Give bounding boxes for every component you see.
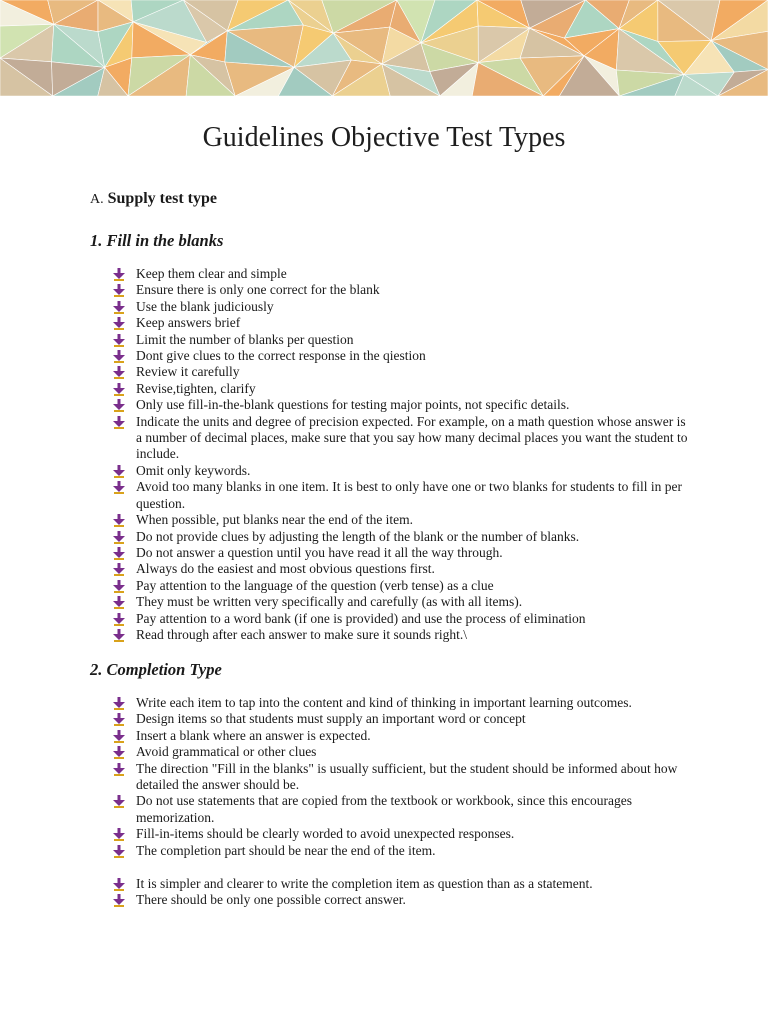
section-1-heading: 1. Fill in the blanks <box>90 231 224 250</box>
decorative-banner <box>0 0 768 96</box>
list-item-text: Pay attention to a word bank (if one is provided) and use the process of elimination <box>136 610 586 626</box>
list-item <box>113 348 693 364</box>
list-item-text: Ensure there is only one correct for the blank <box>136 282 380 298</box>
arrow-down-bullet-icon <box>113 350 125 363</box>
list-item <box>113 695 693 711</box>
section-a-text: Supply test type <box>107 190 217 207</box>
list-item-text: Indicate the units and degree of precision expected. For example, on a math question whose answer is a number of decimal places, make sure that you say how many decimal places you want the student to include. <box>136 413 688 462</box>
arrow-down-bullet-icon <box>113 301 125 314</box>
list-item <box>113 299 693 315</box>
list-item <box>113 529 693 545</box>
list-item <box>113 744 693 760</box>
list-item-text: The completion part should be near the end of the item. <box>136 842 436 858</box>
list-item-text: Use the blank judiciously <box>136 298 274 314</box>
page-title: Guidelines Objective Test Types <box>202 122 566 153</box>
list-item-text: Always do the easiest and most obvious questions first. <box>136 561 435 577</box>
list-item <box>113 578 693 594</box>
list-item <box>113 826 693 842</box>
list-item <box>113 397 693 413</box>
list-item <box>113 561 693 577</box>
list-item <box>113 479 693 512</box>
arrow-down-bullet-icon <box>113 465 125 478</box>
arrow-down-bullet-icon <box>113 563 125 576</box>
list-item <box>113 315 693 331</box>
list-item-text: Pay attention to the language of the question (verb tense) as a clue <box>136 577 494 593</box>
list-item-text: Keep them clear and simple <box>136 266 287 281</box>
list-item-text: Insert a blank where an answer is expected. <box>136 727 371 743</box>
section-a-heading <box>90 188 217 211</box>
list-item-text: It is simpler and clearer to write the completion item as question than as a statement. <box>136 876 593 891</box>
list-item <box>113 332 693 348</box>
fill-in-blanks-list <box>113 266 693 643</box>
list-item <box>113 627 693 643</box>
arrow-down-bullet-icon <box>113 894 125 907</box>
geometric-pattern-graphic <box>0 0 768 96</box>
list-item-text: Do not use statements that are copied from the textbook or workbook, since this encourages memorization. <box>136 793 632 825</box>
list-item-text: Fill-in-items should be clearly worded to avoid unexpected responses. <box>136 826 515 842</box>
arrow-down-bullet-icon <box>113 878 125 891</box>
list-item-text: Keep answers brief <box>136 315 241 331</box>
arrow-down-bullet-icon <box>113 514 125 527</box>
list-item-text: Design items so that students must supply an important word or concept <box>136 711 526 727</box>
list-item <box>113 843 693 859</box>
list-item <box>113 414 693 463</box>
list-item <box>113 892 693 908</box>
list-item-text: Write each item to tap into the content and kind of thinking in important learning outcomes. <box>136 695 632 710</box>
arrow-down-bullet-icon <box>113 531 125 544</box>
arrow-down-bullet-icon <box>113 613 125 626</box>
list-item <box>113 381 693 397</box>
list-item-text: Read through after each answer to make sure it sounds right.\ <box>136 626 468 642</box>
list-item-text: Avoid too many blanks in one item. It is best to only have one or two blanks for students to fill in per question. <box>136 479 683 511</box>
completion-type-extra-list <box>113 876 693 909</box>
arrow-down-bullet-icon <box>113 713 125 726</box>
arrow-down-bullet-icon <box>113 730 125 743</box>
arrow-down-bullet-icon <box>113 697 125 710</box>
list-item <box>113 876 693 892</box>
list-item <box>113 266 693 282</box>
list-item <box>113 282 693 298</box>
list-item <box>113 728 693 744</box>
list-item-text: They must be written very specifically and carefully (as with all items). <box>136 594 523 610</box>
arrow-down-bullet-icon <box>113 383 125 396</box>
arrow-down-bullet-icon <box>113 268 125 281</box>
arrow-down-bullet-icon <box>113 416 125 429</box>
arrow-down-bullet-icon <box>113 596 125 609</box>
list-item <box>113 611 693 627</box>
section-a-letter: A. <box>90 192 104 207</box>
completion-type-list <box>113 695 693 859</box>
list-item <box>113 364 693 380</box>
arrow-down-bullet-icon <box>113 828 125 841</box>
arrow-down-bullet-icon <box>113 284 125 297</box>
list-item-text: Limit the number of blanks per question <box>136 331 354 347</box>
arrow-down-bullet-icon <box>113 317 125 330</box>
list-item-text: Revise,tighten, clarify <box>136 380 256 396</box>
list-item-text: Review it carefully <box>136 364 240 380</box>
arrow-down-bullet-icon <box>113 334 125 347</box>
list-item-text: Do not answer a question until you have read it all the way through. <box>136 544 503 560</box>
list-item-text: Avoid grammatical or other clues <box>136 744 317 760</box>
arrow-down-bullet-icon <box>113 366 125 379</box>
arrow-down-bullet-icon <box>113 845 125 858</box>
arrow-down-bullet-icon <box>113 795 125 808</box>
list-item-text: Only use fill-in-the-blank questions for testing major points, not specific details. <box>136 397 570 413</box>
list-item-text: There should be only one possible correct answer. <box>136 892 406 908</box>
arrow-down-bullet-icon <box>113 763 125 776</box>
arrow-down-bullet-icon <box>113 580 125 593</box>
list-item <box>113 594 693 610</box>
list-item-text: The direction "Fill in the blanks" is usually sufficient, but the student should be informed about how detailed the answer should be. <box>136 760 678 793</box>
arrow-down-bullet-icon <box>113 399 125 412</box>
list-item <box>113 463 693 479</box>
arrow-down-bullet-icon <box>113 481 125 494</box>
list-item <box>113 512 693 528</box>
list-item <box>113 545 693 561</box>
arrow-down-bullet-icon <box>113 746 125 759</box>
list-item-text: Do not provide clues by adjusting the length of the blank or the number of blanks. <box>136 528 580 544</box>
list-item-text: Dont give clues to the correct response in the qiestion <box>136 348 426 364</box>
list-item <box>113 793 693 826</box>
list-item <box>113 761 693 794</box>
list-item <box>113 711 693 727</box>
arrow-down-bullet-icon <box>113 629 125 642</box>
section-2-heading: 2. Completion Type <box>90 660 222 679</box>
list-item-text: When possible, put blanks near the end of the item. <box>136 512 414 528</box>
arrow-down-bullet-icon <box>113 547 125 560</box>
list-item-text: Omit only keywords. <box>136 462 251 478</box>
